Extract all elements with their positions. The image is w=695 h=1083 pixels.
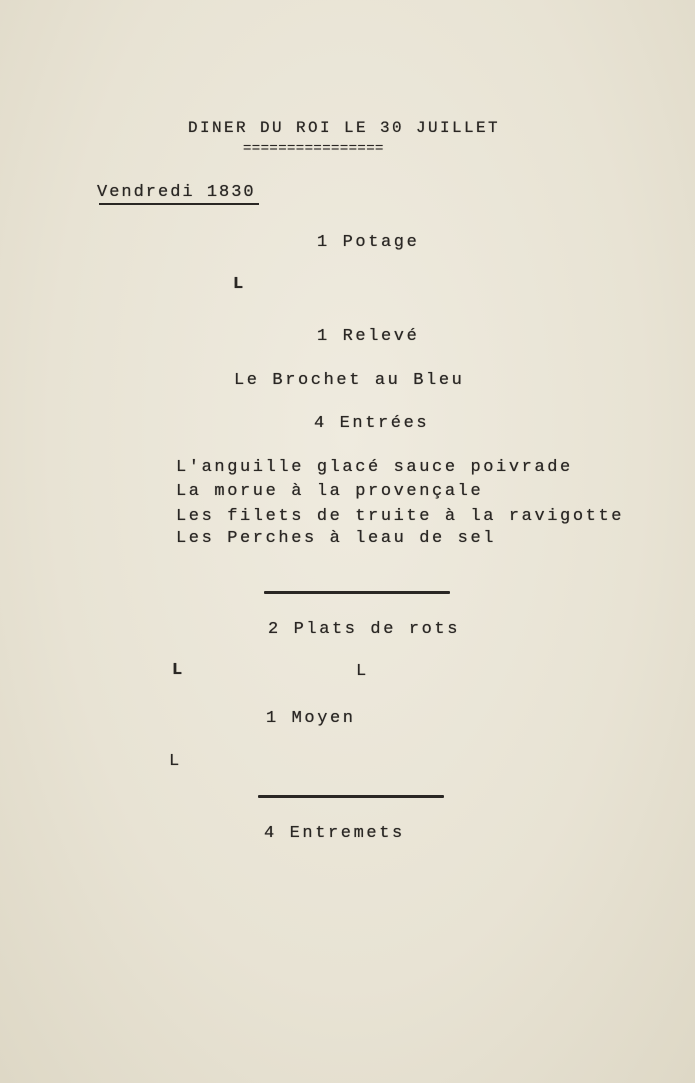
menu-title: DINER DU ROI LE 30 JUILLET bbox=[188, 119, 501, 137]
date-underline bbox=[99, 203, 259, 205]
date-line: Vendredi 1830 bbox=[97, 183, 256, 202]
title-double-underline: ================ bbox=[243, 141, 384, 157]
separator-rule bbox=[264, 591, 450, 594]
entree-item: L'anguille glacé sauce poivrade bbox=[176, 458, 573, 477]
mark-l-2: L bbox=[172, 661, 185, 680]
entree-item: Les filets de truite à la ravigotte bbox=[176, 507, 625, 526]
moyen-heading: 1 Moyen bbox=[266, 709, 356, 728]
entree-item: La morue à la provençale bbox=[176, 482, 484, 501]
releve-heading: 1 Relevé bbox=[317, 327, 420, 346]
mark-l-1: L bbox=[233, 275, 246, 294]
entremets-heading: 4 Entremets bbox=[264, 824, 405, 843]
mark-l-4: L bbox=[169, 752, 182, 771]
entrees-heading: 4 Entrées bbox=[314, 414, 430, 433]
releve-dish: Le Brochet au Bleu bbox=[234, 371, 465, 390]
entree-item: Les Perches à leau de sel bbox=[176, 529, 497, 548]
separator-rule-2 bbox=[258, 795, 444, 798]
rots-heading: 2 Plats de rots bbox=[268, 620, 461, 639]
mark-l-3: L bbox=[356, 662, 369, 681]
potage-heading: 1 Potage bbox=[317, 233, 420, 252]
